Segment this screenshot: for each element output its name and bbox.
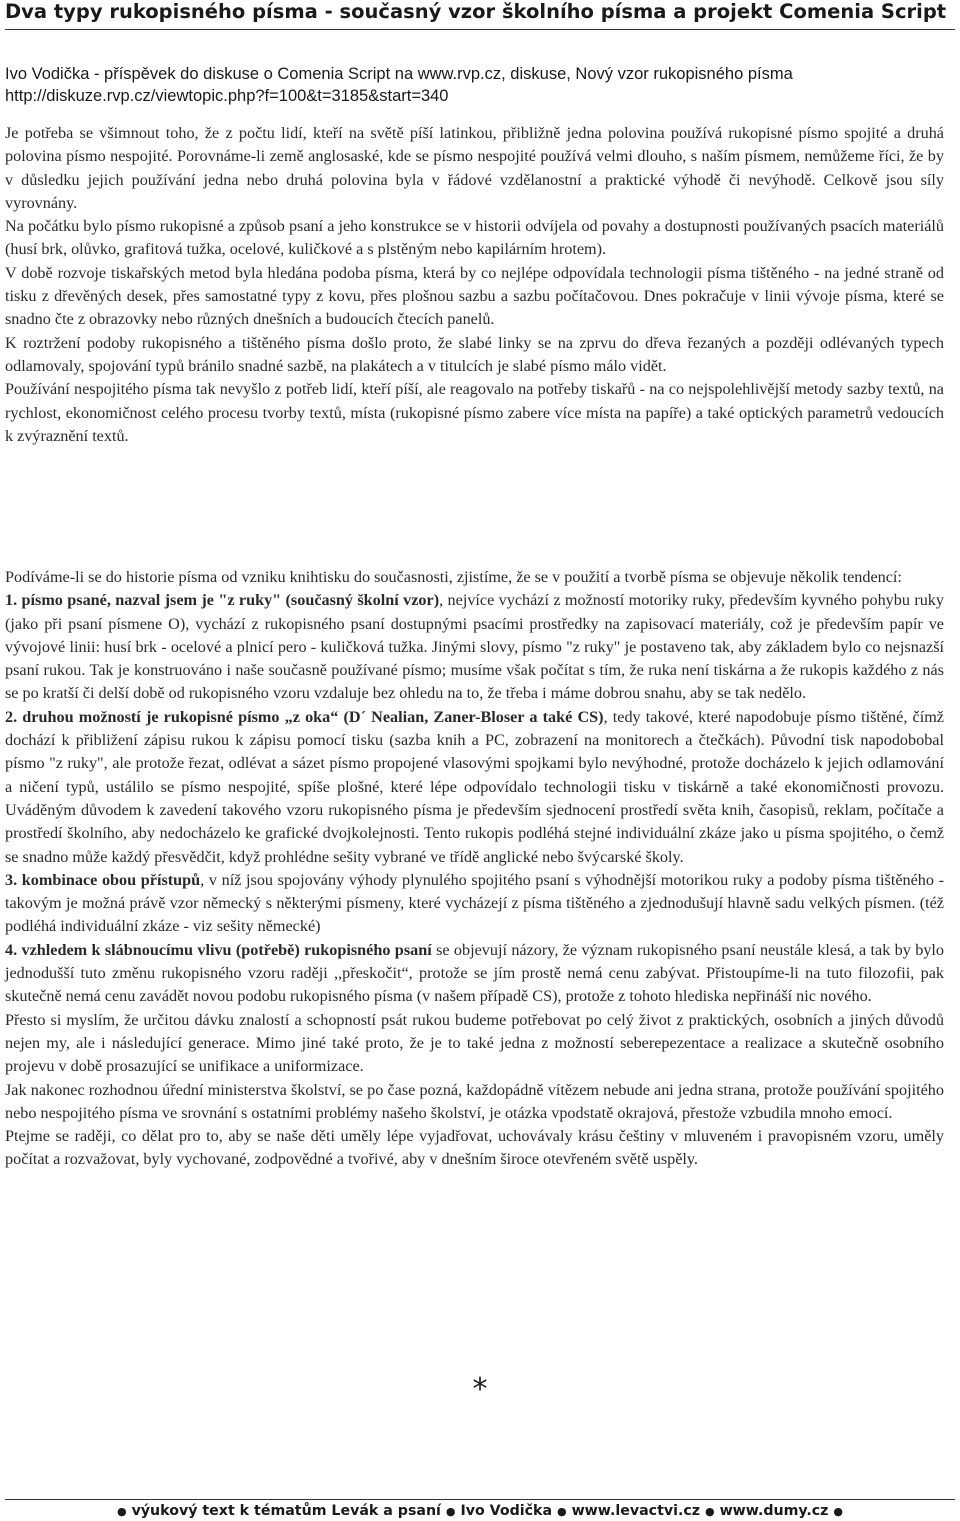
list-item-lead: 2. druhou možností je rukopisné písmo „z oka“ (D´ Nealian, Zaner-Bloser a také CS): [5, 707, 604, 726]
list-item-text: se objevují názory, že význam rukopisného psaní neustále klesá, a tak by bylo jednodušší tuto změnu rukopisného vzoru raději ,,přeskočit“, protože se jím prostě nemá cenu zabývat. Přistoupíme-li na tuto filozofii, pak skutečně nemá cenu zavádět novou podobu rukopisného písma (v našem případě CS), protože z tohoto hlediska nepřináší nic nového.: [5, 940, 945, 1006]
bullet-icon: ●: [445, 1505, 456, 1518]
bullet-icon: ●: [117, 1505, 127, 1518]
footer-link-dumy[interactable]: www.dumy.cz: [719, 1503, 829, 1519]
paragraph: Jak nakonec rozhodnou úřední ministerstva školství, se po čase pozná, každopádně vítězem nebude ani jedna strana, protože používání spojitého nebo nespojitého písma ve srovnání s ostatními problémy našeho školství, je otázka vpodstatě okrajová, přestože vzbudila mnoho emocí.: [5, 1080, 944, 1122]
paragraph: Na počátku bylo písmo rukopisné a způsob psaní a jeho konstrukce se v historii odvíjela od povahy a dostupnosti používaných psacích materiálů (husí brk, olůvko, grafitová tužka, ocelové, kuličkové a s plstěným nebo kapilárním hrotem).: [5, 217, 944, 259]
footer-link-levactvi[interactable]: www.levactvi.cz: [571, 1503, 701, 1519]
list-item-lead: 3. kombinace obou přístupů: [5, 870, 201, 889]
source-note: [5, 63, 955, 107]
list-item: [5, 706, 944, 869]
title-divider: [5, 29, 955, 30]
footer-author: Ivo Vodička: [460, 1503, 553, 1519]
section-tendencies: [5, 566, 944, 1172]
paragraph: Ptejme se raději, co dělat pro to, aby se naše děti uměly lépe vyjadřovat, uchovávaly krásu češtiny v mluveném i pravopisném vzoru, uměly počítat a rozvažovat, byly vychované, zodpovědné a tvořivé, aby v dnešním široce otevřeném světě uspěly.: [5, 1127, 944, 1169]
list-item-text: , v níž jsou spojovány výhody plynulého spojitého psaní s výhodnější motorikou ruky a podoby písma tištěného - takovým je možná právě vzor německý s některými písmeny, které vycházejí z písma tištěného a zjednodušují hlavně sadu velkých písmen. (též podléhá individuální zkáze - viz sešity německé): [5, 870, 945, 936]
bullet-icon: ●: [557, 1505, 567, 1518]
list-item: [5, 869, 944, 939]
list-item-lead: 1. písmo psané, nazval jsem je "z ruky" (současný školní vzor): [5, 591, 440, 610]
paragraph: Podíváme-li se do historie písma od vzniku knihtisku do současnosti, zjistíme, že se v použití a tvorbě písma se objevuje několik tendencí:: [5, 568, 902, 586]
source-line-url: http://diskuze.rvp.cz/viewtopic.php?f=100&t=3185&start=340: [5, 87, 449, 105]
paragraph: K roztržení podoby rukopisného a tištěného písma došlo proto, že slabé linky se na zprvu do dřeva řezaných a později odlévaných typech odlamovaly, spojování typů bránilo snadné sazbě, na plakátech a v titulcích je slabé písmo málo vidět.: [5, 333, 944, 375]
paragraph: V době rozvoje tiskařských metod byla hledána podoba písma, která by co nejlépe odpovídala technologii písma tištěného - na jedné straně od tisku z dřevěných desek, přes samostatné typy z kovu, přes plošnou sazbu a sazbu počítačovou. Dnes pokračuje v linii vývoje písma, které se snadno čte z obrazovky nebo různých dnešních a budoucích čtecích panelů.: [5, 263, 944, 329]
section-intro: [5, 122, 944, 448]
footer-divider: [5, 1499, 955, 1500]
list-item: [5, 939, 944, 1009]
list-item: [5, 589, 944, 705]
source-line-author: Ivo Vodička - příspěvek do diskuse o Comenia Script na www.rvp.cz, diskuse, Nový vzor rukopisného písma: [5, 65, 793, 83]
section-separator: *: [472, 1372, 488, 1407]
bullet-icon: ●: [833, 1505, 843, 1518]
document-title: Dva typy rukopisného písma - současný vzor školního písma a projekt Comenia Script: [5, 0, 947, 23]
paragraph: Je potřeba se všimnout toho, že z počtu lidí, kteří na světě píší latinkou, přibližně jedna polovina používá rukopisné písmo spojité a druhá polovina písmo nespojité. Porovnáme-li země anglosaské, kde se písmo nespojité používá velmi dlouho, s naším písmem, nemůžeme říci, že by v důsledku jejich používání jedna nebo druhá polovina byla v řádové vzdělanostní a praktické výhodě či nevýhodě. Celkově jsou síly vyrovnány.: [5, 124, 944, 212]
page-footer: [5, 1502, 955, 1521]
paragraph: Používání nespojitého písma tak nevyšlo z potřeb lidí, kteří píší, ale reagovalo na potřeby tiskařů - na co nejspolehlivější metody sazby textů, na rychlost, ekonomičnost celého procesu tvorby textů, místa (rukopisné písmo zabere více místa na papíře) a také optických parametrů vedoucích k zvýraznění textů.: [5, 380, 944, 445]
list-item-lead: 4. vzhledem k slábnoucímu vlivu (potřebě) rukopisného psaní: [5, 940, 432, 959]
paragraph: Přesto si myslím, že určitou dávku znalostí a schopností psát rukou budeme potřebovat po celý život z praktických, osobních a jiných důvodů nejen my, ale i následující generace. Mimo jiné také proto, že je to také jedna z možností seberepezentace a realizace a skutečně osobního projevu v době prosazující se unifikace a uniformizace.: [5, 1010, 944, 1076]
list-item-text: , nejvíce vychází z možností motoriky ruky, především kyvného pohybu ruky (jako při psaní písmene O), vychází z rukopisného psaní dostupnými psacími prostředky na zapisovací materiály, což je především papír ve vývojové linii: husí brk - ocelové a plnicí pero - kuličková tužka. Jinými slovy, písmo "z ruky" je postaveno tak, aby základem bylo co nejsnazší psaní rukou. Tak je konstruováno i naše současně používané písmo; musíme však počítat s tím, že ruka není tiskárna a že rukopis každého z nás se po kratší či delší době od rukopisného vzoru vzdaluje bez ohledu na to, že třeba i máme dobrou snahu, aby se tak nedělo.: [5, 591, 944, 703]
list-item-text: , tedy takové, které napodobuje písmo tištěné, čímž dochází k přibližení zápisu rukou k zápisu pomocí tisku (sazba knih a PC, zobrazení na monitorech a čtečkách). Původní tisk napodobobal písmo "z ruky", ale protože řezat, odlévat a sázet písmo propojené vlasovými spojkami bylo nevýhodné, protože docházelo k jejich odlamování a ničení typů, ustálilo se písmo nespojité, spíše plošné, které lépe odpovídalo technologii tisku v tiskárně a také ekonomičnosti provozu. Uváděným důvodem k zavedení takového vzoru rukopisného písma je především sjednocení prostředí světa knih, časopisů, reklam, počítače a prostředí školního, aby nedocházelo ke grafické dvojkolejnosti. Tento rukopis podléhá stejné individuální zkáze jako u písma spojitého, o čemž se snadno může každý přesvědčit, když prohlédne sešity vybrané ve třídě anglické nebo švýcarské školy.: [5, 707, 944, 866]
bullet-icon: ●: [705, 1505, 715, 1518]
footer-topic: výukový text k tématům Levák a psaní: [131, 1503, 441, 1519]
